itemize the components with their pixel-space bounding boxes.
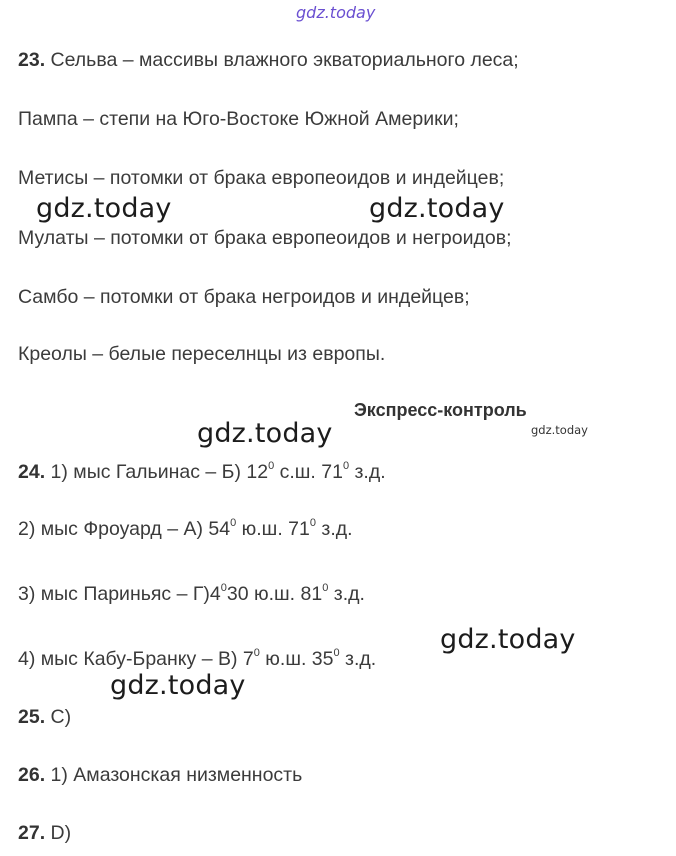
q24-l1-b: с.ш. 71 [274, 461, 343, 483]
q24-l3-c: з.д. [328, 583, 365, 605]
degree-sup: 0 [268, 460, 275, 472]
q23-pampa-line: Пампа – степи на Юго-Востоке Южной Америки; [18, 108, 459, 130]
q24-line-3 [18, 582, 365, 606]
q23-kreoly-line: Креолы – белые переселнцы из европы. [18, 343, 386, 365]
q23-sambo-line: Самбо – потомки от брака негроидов и индейцев; [18, 286, 470, 308]
degree-sup: 0 [253, 647, 260, 659]
watermark-5: gdz.today [110, 670, 246, 701]
q24-l4-a: 4) мыс Кабу-Бранку – В) 7 [18, 648, 254, 670]
q24-line-1 [18, 460, 386, 484]
q24-l2-c: з.д. [315, 518, 353, 540]
q26-answer: 1) Амазонская низменность [45, 764, 303, 786]
q26-number: 26. [18, 764, 46, 786]
q27-line [18, 821, 71, 845]
q24-l3-a: 3) мыс Париньяс – Г)4 [18, 583, 221, 605]
watermark-2: gdz.today [369, 193, 505, 224]
q24-l3-b: 30 ю.ш. 81 [226, 583, 323, 605]
q23-selva-line [18, 48, 519, 72]
q25-answer: C) [45, 706, 72, 728]
degree-sup: 0 [230, 517, 237, 529]
degree-sup: 0 [333, 647, 340, 659]
q23-metisy-line: Метисы – потомки от брака европеоидов и индейцев; [18, 167, 505, 189]
q26-line [18, 763, 302, 787]
degree-sup: 0 [342, 460, 350, 472]
degree-sup: 0 [322, 582, 329, 594]
watermark-1: gdz.today [36, 193, 172, 224]
section-heading-express-control: Экспресс-контроль [354, 400, 527, 420]
degree-sup: 0 [220, 582, 227, 594]
degree-sup: 0 [309, 517, 316, 529]
watermark-small: gdz.today [531, 423, 588, 437]
watermark-4: gdz.today [440, 624, 576, 655]
q25-number: 25. [18, 706, 46, 728]
q24-l2-a: 2) мыс Фроуард – А) 54 [18, 518, 231, 540]
q27-answer: D) [45, 822, 72, 844]
q24-line-2 [18, 517, 353, 541]
q24-l4-b: ю.ш. 35 [259, 648, 334, 670]
q23-number: 23. [18, 49, 46, 71]
watermark-top: gdz.today [296, 3, 376, 22]
q24-number: 24. [18, 461, 46, 483]
q24-l1-a: 1) мыс Гальинас – Б) 12 [45, 461, 269, 483]
watermark-3: gdz.today [197, 418, 333, 449]
q24-l2-b: ю.ш. 71 [236, 518, 310, 540]
q23-mulaty-line: Мулаты – потомки от брака европеоидов и негроидов; [18, 227, 512, 249]
q24-l4-c: з.д. [339, 648, 377, 670]
q27-number: 27. [18, 822, 46, 844]
q25-line [18, 705, 71, 729]
q23-selva-text: Сельва – массивы влажного экваториального леса; [45, 49, 519, 71]
q24-line-4 [18, 647, 376, 671]
q24-l1-c: з.д. [349, 461, 386, 483]
